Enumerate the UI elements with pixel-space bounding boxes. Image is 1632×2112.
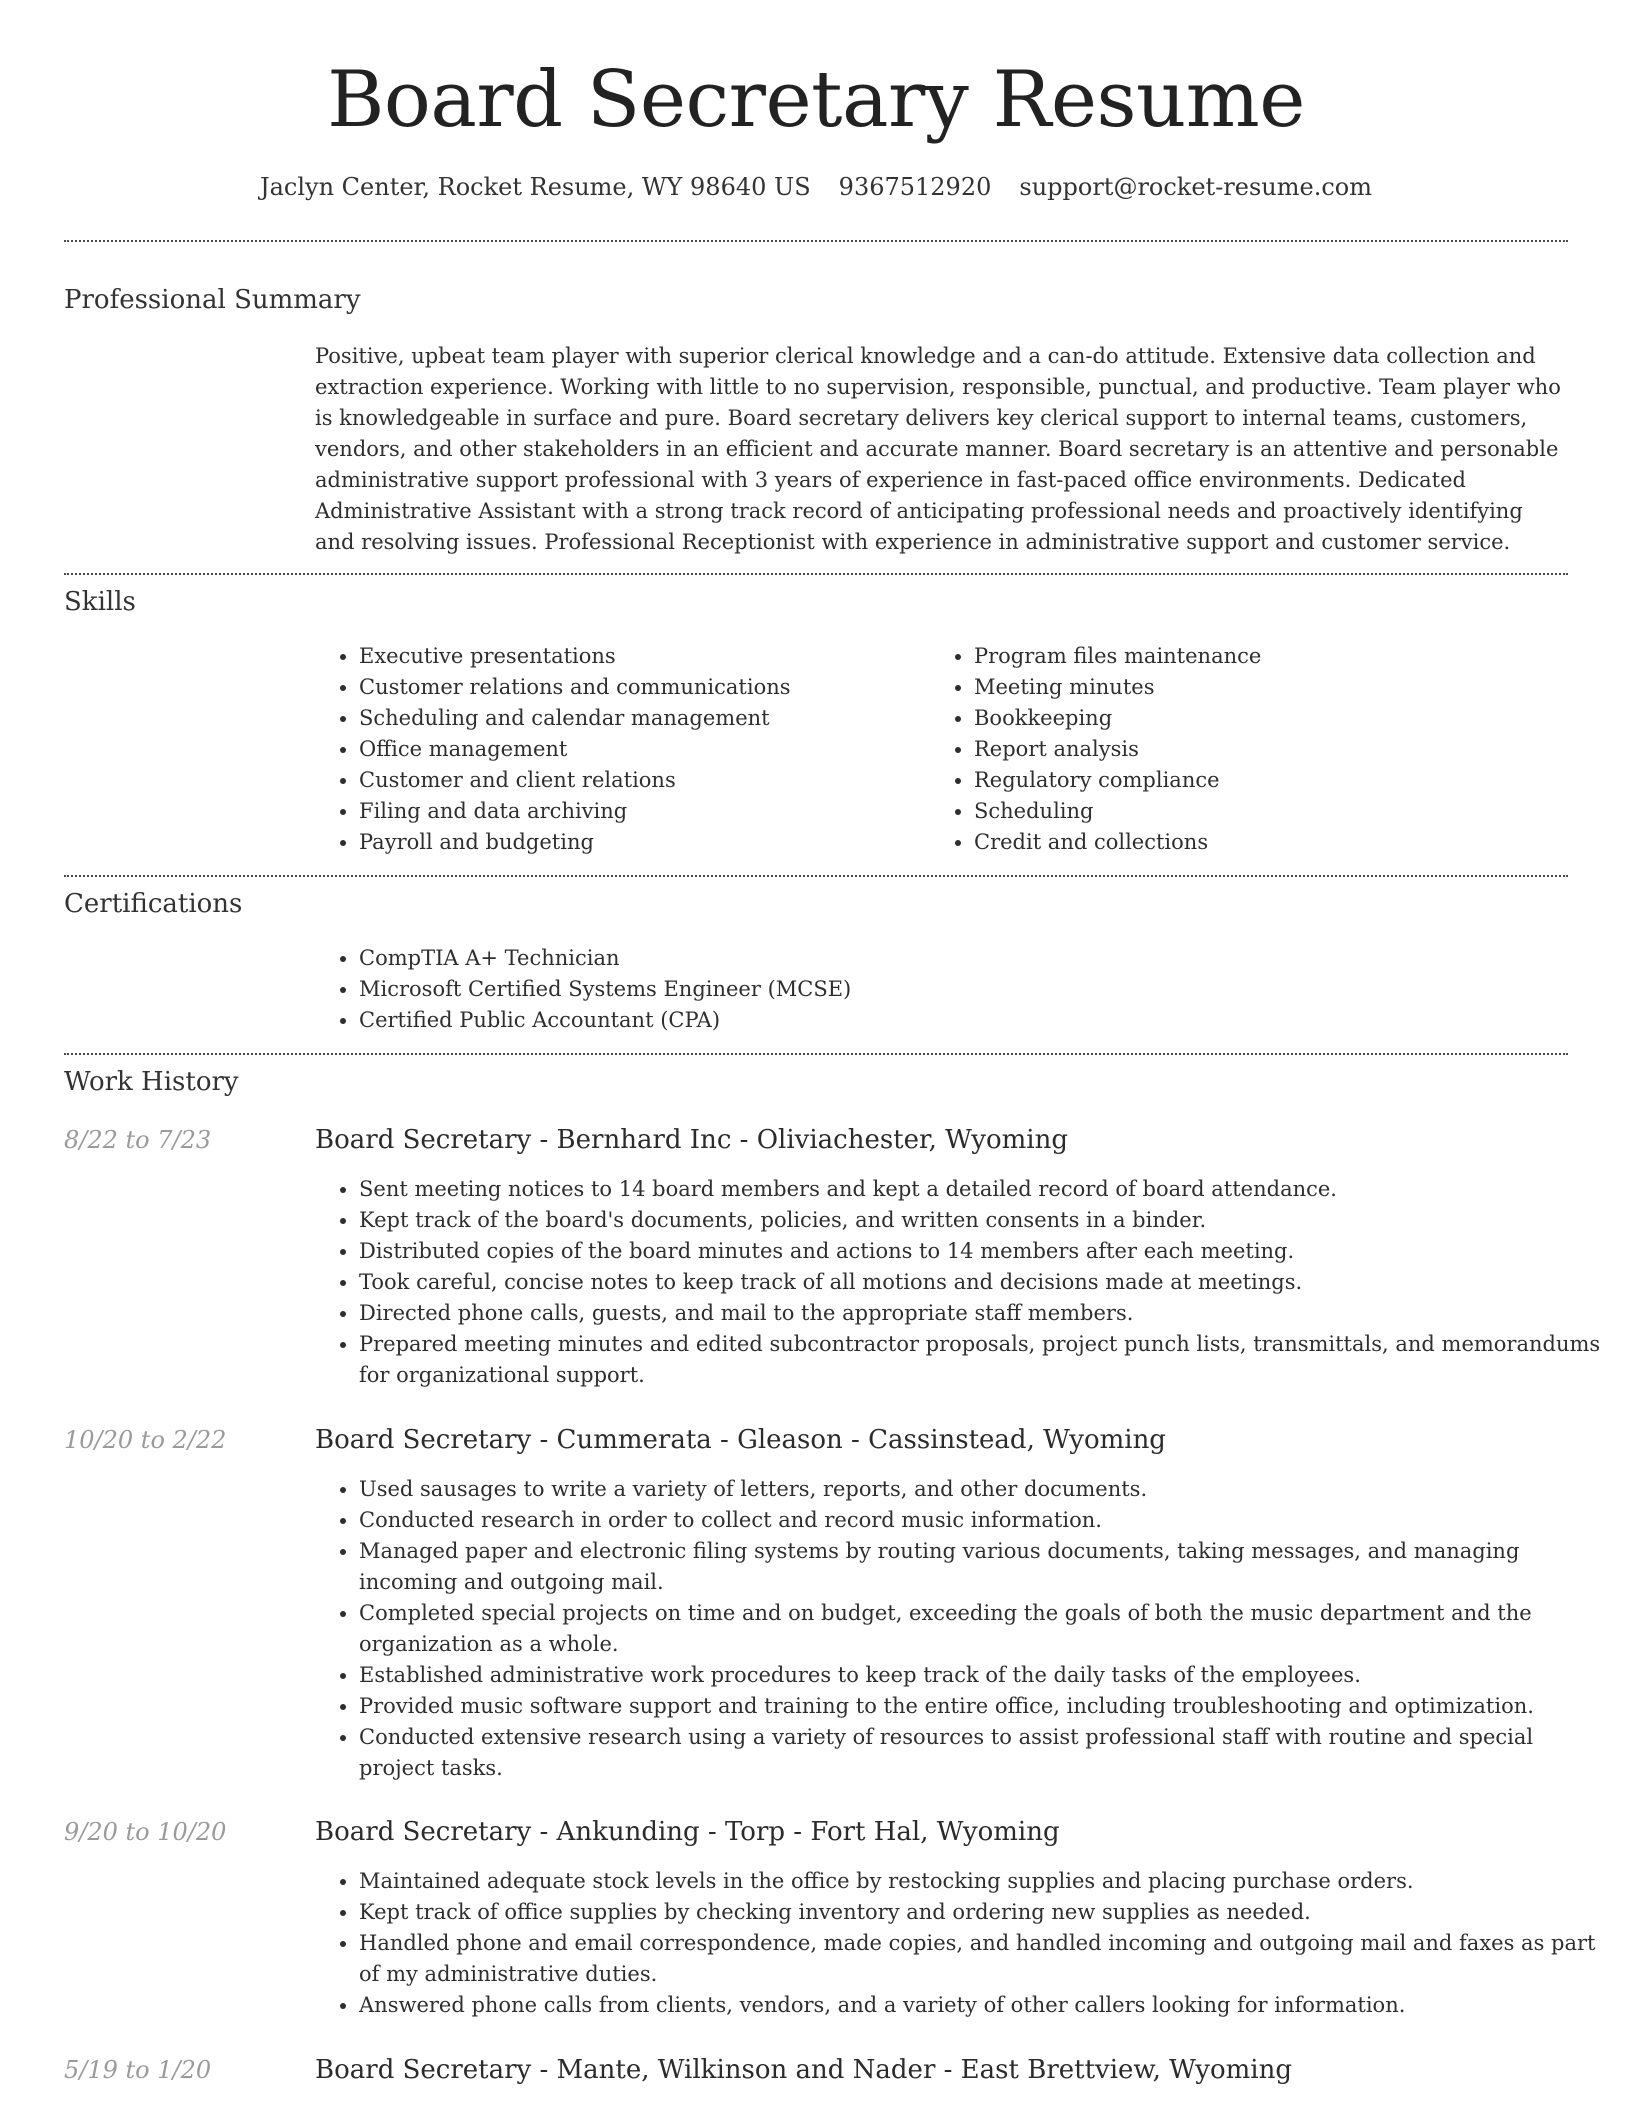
job-bullet: • Distributed copies of the board minutes and actions to 14 members after each meeting. [359,1236,1612,1267]
skill-item: • Executive presentations [359,641,929,672]
summary-text: Positive, upbeat team player with superior clerical knowledge and a can-do attitude. Extensive data collection and extraction experience. Working with little to no supervision, responsible, punctual, and productive. Team player who is knowledgeable in surface and pure. Board secretary delivers key clerical support to internal teams, customers, vendors, and other stakeholders in an efficient and accurate manner. Board secretary is an attentive and personable administrative support professional with 3 years of experience in fast-paced office environments. Dedicated Administrative Assistant with a strong track record of anticipating professional needs and proactively identifying and resolving issues. Professional Receptionist with experience in administrative support and customer service. [315,344,1561,554]
job-bullet: • Kept track of the board's documents, policies, and written consents in a binder. [359,1205,1612,1236]
certification-item: • CompTIA A+ Technician [359,943,1559,974]
skill-item: • Scheduling and calendar management [359,703,929,734]
job-title: Board Secretary - Mante, Wilkinson and Nader - East Brettview, Wyoming [315,2055,1292,2085]
skill-item: • Customer relations and communications [359,672,929,703]
contact-address: Jaclyn Center, Rocket Resume, WY 98640 US [259,173,811,201]
skill-item: • Regulatory compliance [974,765,1574,796]
job-bullet: • Directed phone calls, guests, and mail to the appropriate staff members. [359,1298,1612,1329]
job-bullet: • Took careful, concise notes to keep track of all motions and decisions made at meetings. [359,1267,1612,1298]
job-bullet: • Completed special projects on time and on budget, exceeding the goals of both the music department and the organization as a whole. [359,1598,1612,1660]
job-bullet: • Provided music software support and training to the entire office, including troubleshooting and optimization. [359,1691,1612,1722]
divider [64,1053,1568,1055]
skill-item: • Report analysis [974,734,1574,765]
skill-item: • Credit and collections [974,827,1574,858]
skill-item: • Office management [359,734,929,765]
certification-item: • Microsoft Certified Systems Engineer (MCSE) [359,974,1559,1005]
job-dates: 10/20 to 2/22 [64,1426,227,1454]
job-bullet: • Sent meeting notices to 14 board members and kept a detailed record of board attendance. [359,1174,1612,1205]
job-bullet: • Used sausages to write a variety of letters, reports, and other documents. [359,1474,1612,1505]
certifications-list [315,943,1559,1036]
divider [64,240,1568,242]
skill-item: • Customer and client relations [359,765,929,796]
skill-item: • Program files maintenance [974,641,1574,672]
job-bullets [315,1866,1612,2021]
job-bullet: • Managed paper and electronic filing systems by routing various documents, taking messages, and managing incoming and outgoing mail. [359,1536,1612,1598]
job-bullet: • Answered phone calls from clients, vendors, and a variety of other callers looking for information. [359,1990,1612,2021]
skill-item: • Bookkeeping [974,703,1574,734]
skills-heading: Skills [64,587,136,617]
contact-email: support@rocket-resume.com [1019,173,1372,201]
work-history-heading: Work History [64,1067,239,1097]
job-bullets [315,1174,1612,1391]
job-bullet: • Kept track of office supplies by checking inventory and ordering new supplies as needed. [359,1897,1612,1928]
job-bullets [315,1474,1612,1784]
job-dates: 5/19 to 1/20 [64,2056,212,2084]
summary-heading: Professional Summary [64,285,361,315]
job-bullet: • Maintained adequate stock levels in the office by restocking supplies and placing purchase orders. [359,1866,1612,1897]
skill-item: • Filing and data archiving [359,796,929,827]
job-title: Board Secretary - Ankunding - Torp - Fort Hal, Wyoming [315,1817,1060,1847]
job-title: Board Secretary - Cummerata - Gleason - Cassinstead, Wyoming [315,1425,1166,1455]
job-dates: 8/22 to 7/23 [64,1126,212,1154]
skill-item: • Payroll and budgeting [359,827,929,858]
job-bullet: • Handled phone and email correspondence, made copies, and handled incoming and outgoing mail and faxes as part of my administrative duties. [359,1928,1612,1990]
resume-title: Board Secretary Resume [327,55,1305,145]
contact-line [0,170,1632,204]
skill-item: • Scheduling [974,796,1574,827]
skill-item: • Meeting minutes [974,672,1574,703]
job-bullet: • Prepared meeting minutes and edited subcontractor proposals, project punch lists, transmittals, and memorandums for organizational support. [359,1329,1612,1391]
skills-list-left [315,641,929,858]
job-dates: 9/20 to 10/20 [64,1818,227,1846]
skills-list-right [930,641,1574,858]
job-bullet: • Conducted extensive research using a variety of resources to assist professional staff with routine and special project tasks. [359,1722,1612,1784]
certifications-heading: Certifications [64,889,243,919]
job-bullet: • Established administrative work procedures to keep track of the daily tasks of the employees. [359,1660,1612,1691]
job-title: Board Secretary - Bernhard Inc - Oliviachester, Wyoming [315,1125,1068,1155]
contact-phone: 9367512920 [838,173,992,201]
divider [64,573,1568,575]
certification-item: • Certified Public Accountant (CPA) [359,1005,1559,1036]
job-bullet: • Conducted research in order to collect and record music information. [359,1505,1612,1536]
divider [64,875,1568,877]
